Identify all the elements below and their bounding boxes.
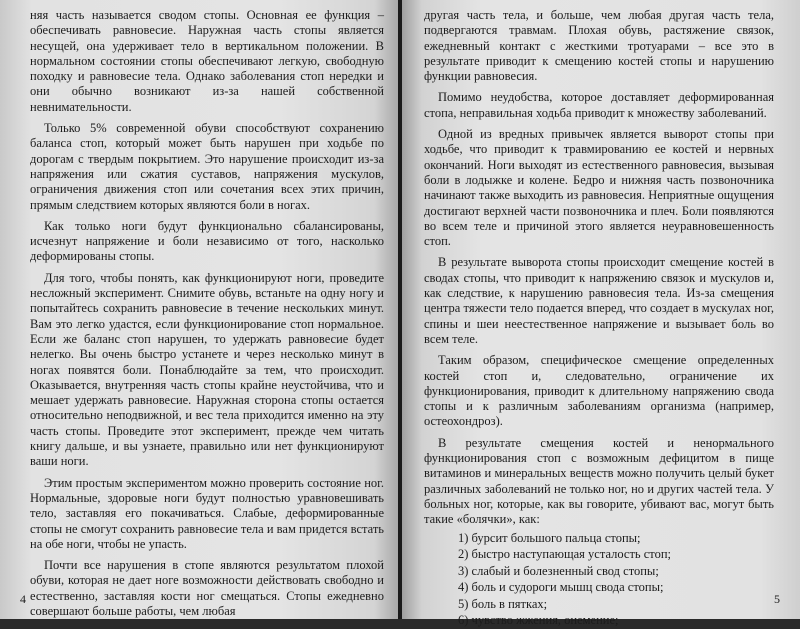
- paragraph: Почти все нарушения в стопе являются результатом плохой обуви, которая не дает ноге возможности действовать свободно и естественно, заставляя кости ног смещаться. Стопы ежедневно совершают больше работы, чем любая: [30, 558, 384, 618]
- left-page: [0, 0, 398, 619]
- paragraph: Одной из вредных привычек является выворот стопы при ходьбе, что приводит к травмированию ее костей и нервных окончаний. Ноги выходят из естественного равновесия, вызывая боли в лодыжке и колене. Бедро и нижняя часть позвоночника начинают также выходить из равновесия. Неприятные ощущения достигают верхней части позвоночника и плеч. Боли появляются во всем теле и причиной этого является неуравновешенность стоп.: [424, 127, 774, 249]
- paragraph: В результате смещения костей и ненормального функционирования стоп с возможным дефицитом в пище витаминов и минеральных веществ можно получить целый букет различных заболеваний не только ног, но и других частей тела. У больных ног, которые, как вы говорите, убивают вас, могут быть такие «болячки», как:: [424, 435, 774, 527]
- paragraph: Помимо неудобства, которое доставляет деформированная стопа, неправильная ходьба приводит к множеству заболеваний.: [424, 90, 774, 120]
- list-item: 2) быстро наступающая усталость стоп;: [458, 547, 672, 561]
- paragraph: Для того, чтобы понять, как функционируют ноги, проведите несложный эксперимент. Снимите обувь, встаньте на одну ногу и попытайтесь сохранить равновесие в течение нескольких минут. Вам это легко удастся, если функционирование стоп нормальное. Если же баланс стоп нарушен, то удержать равновесие будет нелегко. Вы очень быстро устанете и через несколько минут в ногах появятся боли. Понаблюдайте за тем, что происходит. Оказывается, внутренняя часть стопы крайне неустойчива, что и мешает удержать равновесие. Наружная сторона стопы остается относительно неподвижной, и вес тела приходится именно на эту часть стопы. Проведите этот эксперимент, прежде чем читать книгу дальше, и вы узнаете, правильно или нет функционируют ваши ноги.: [30, 270, 384, 469]
- list-item: 1) бурсит большого пальца стопы;: [458, 530, 641, 545]
- paragraph: Этим простым экспериментом можно проверить состояние ног. Нормальные, здоровые ноги будут полностью уравновешивать тело, заставляя его покачиваться. Слабые, деформированные стопы не смогут сохранить равновесие тела и вам придется встать на обе ноги, чтобы не упасть.: [30, 475, 384, 551]
- list-item: 3) слабый и болезненный свод стопы;: [458, 563, 659, 578]
- paragraph: Только 5% современной обуви способствуют сохранению баланса стоп, который может быть нарушен при ходьбе по дорогам с твердым покрытием. Это нарушение происходит из-за напряжения или сжатия суставов, напряжения мускулов, ограничения движения стоп или сочетания всех этих причин, прямым следствием которых являются боли в ногах.: [30, 121, 384, 212]
- list-item: 6) чувство жжения, онемение;: [458, 613, 619, 627]
- list-item: 4) боль и судороги мышц свода стопы;: [458, 580, 664, 594]
- paragraph: Таким образом, специфическое смещение определенных костей стоп и, следовательно, ограничение их функционирования, приводит к длительному напряжению свода стопы и к различным заболеваниям организма (например, остеохондроз).: [424, 353, 774, 429]
- page-number: 4: [20, 592, 26, 606]
- paragraph: Как только ноги будут функционально сбалансированы, исчезнут напряжение и боли независимо от того, насколько деформированы стопы.: [30, 218, 384, 264]
- list-item: 5) боль в пятках;: [458, 596, 548, 611]
- symptom-list: [424, 530, 774, 629]
- page-number: 5: [774, 592, 780, 606]
- right-page: [402, 0, 800, 627]
- paragraph: няя часть называется сводом стопы. Основная ее функция – обеспечивать равновесие. Наружная часть стопы является несущей, она удерживает тело в вертикальном положении. В нормальном состоянии стопы обеспечивают легкую, свободную походку и равновесие тела. Однако заболевания стоп нередки и они обычно возникают из-за нашей собственной невнимательности.: [30, 8, 384, 114]
- paragraph: другая часть тела, и больше, чем любая другая часть тела, подвергаются травмам. Плохая обувь, растяжение связок, ежедневный контакт с жесткими тротуарами – все это в результате приводит к смещению костей стопы и нарушению функции равновесия.: [424, 8, 774, 84]
- paragraph: В результате выворота стопы происходит смещение костей в сводах стопы, что приводит к напряжению связок и мускулов и, как следствие, к нарушению равновесия тела. Из-за смещения центра тяжести тело подается вперед, что создает в мускулах ног, спины и шеи неестественное напряжение и вызывает боль во всем теле.: [424, 255, 774, 346]
